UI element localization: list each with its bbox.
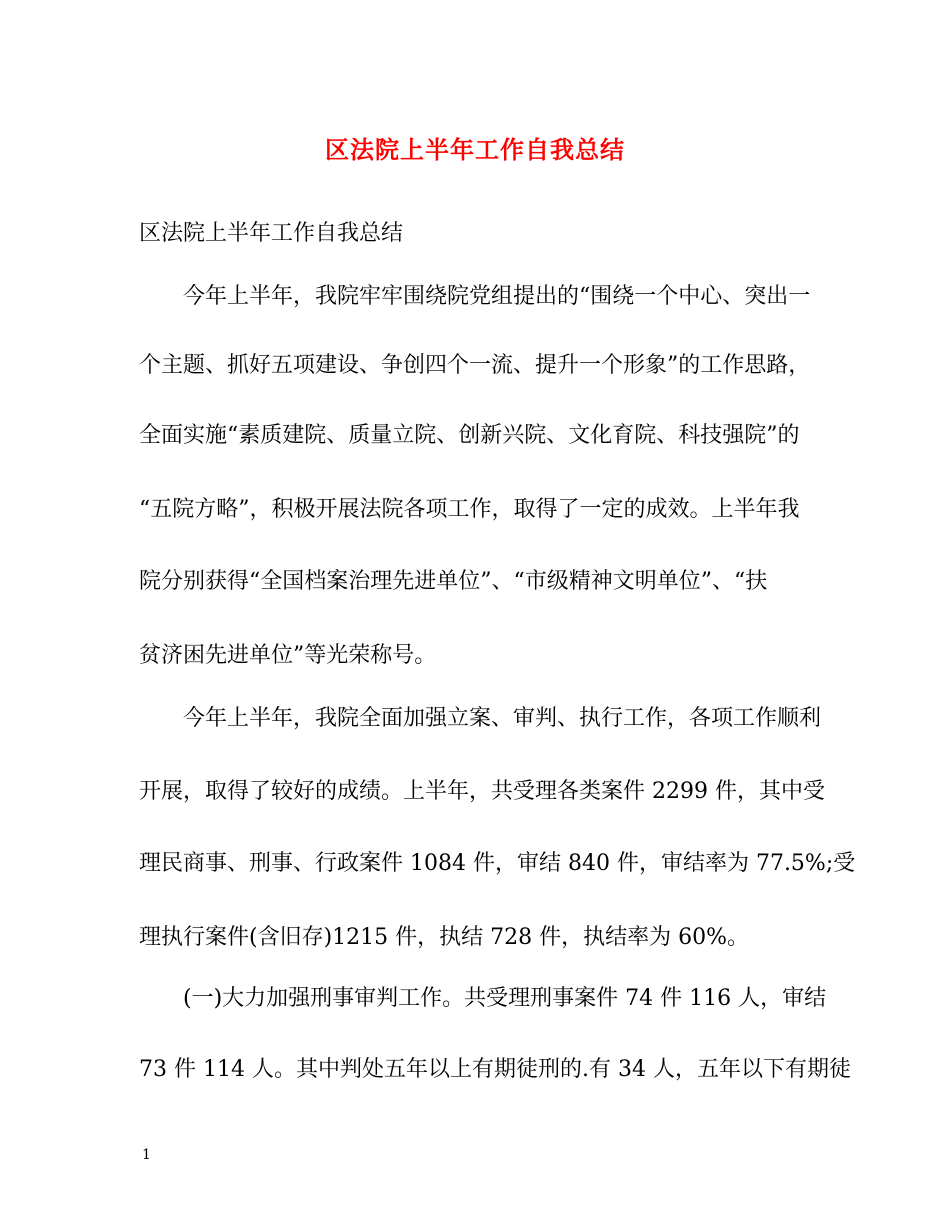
paragraph-line: (一)大力加强刑事审判工作。共受理刑事案件 74 件 116 人，审结: [183, 986, 827, 1011]
paragraph-line: 今年上半年，我院全面加强立案、审判、执行工作，各项工作顺利: [183, 706, 822, 731]
page-number: 1: [142, 1147, 151, 1163]
paragraph-line: 理民商事、刑事、行政案件 1084 件，审结 840 件，审结率为 77.5%;受: [139, 851, 856, 876]
paragraph-line: 贫济困先进单位”等光荣称号。: [139, 643, 437, 668]
paragraph-line: “五院方略”，积极开展法院各项工作，取得了一定的成效。上半年我: [139, 497, 800, 522]
paragraph-line: 73 件 114 人。其中判处五年以上有期徒刑的.有 34 人，五年以下有期徒: [139, 1057, 851, 1082]
document-subtitle: 区法院上半年工作自我总结: [139, 221, 404, 246]
paragraph-line: 理执行案件(含旧存)1215 件，执结 728 件，执结率为 60%。: [139, 925, 750, 950]
paragraph-line: 全面实施“素质建院、质量立院、创新兴院、文化育院、科技强院”的: [139, 423, 800, 448]
paragraph-line: 今年上半年，我院牢牢围绕院党组提出的“围绕一个中心、突出一: [183, 284, 811, 309]
paragraph-line: 开展，取得了较好的成绩。上半年，共受理各类案件 2299 件，其中受: [139, 779, 825, 804]
document-title: 区法院上半年工作自我总结: [325, 135, 625, 164]
paragraph-line: 院分别获得“全国档案治理先进单位”、“市级精神文明单位”、“扶: [139, 569, 768, 594]
paragraph-line: 个主题、抓好五项建设、争创四个一流、提升一个形象”的工作思路，: [139, 353, 811, 378]
